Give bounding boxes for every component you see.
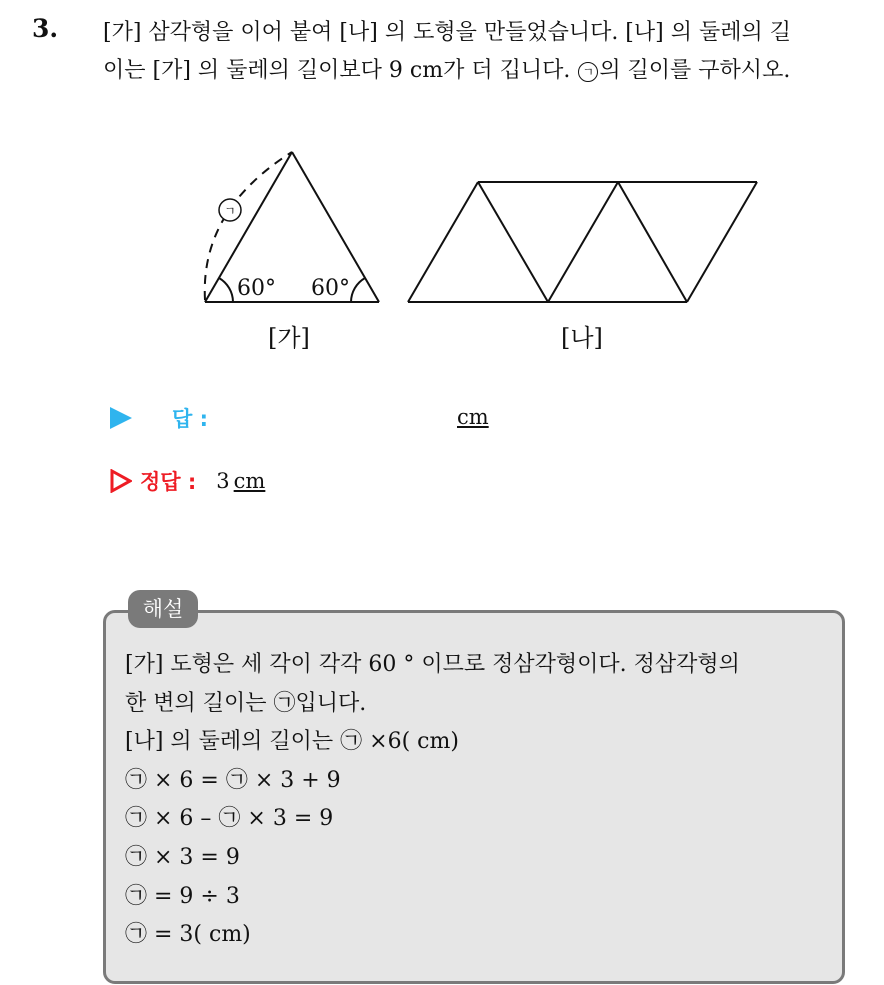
- answer-arrow-icon: [110, 407, 132, 429]
- answer-unit: cm: [457, 405, 489, 429]
- correct-number: 3: [216, 469, 230, 493]
- question-line-2-start: 이는 [가] 의 둘레의 길이보다 9 cm가 더 깁니다.: [103, 58, 578, 83]
- correct-value: [216, 469, 269, 493]
- question-number: 3.: [32, 14, 59, 43]
- ga-angle-right-label: 60°: [311, 276, 350, 301]
- explanation-line: [나] 의 둘레의 길이는 ㉠ ×6( cm): [125, 729, 459, 755]
- explanation-line: ㉠ = 3( cm): [125, 922, 251, 948]
- ga-angle-left-label: 60°: [237, 276, 276, 301]
- figure-na-parallelogram: [408, 182, 757, 302]
- answer-label: 답 :: [172, 407, 208, 431]
- correct-answer-row: [110, 466, 269, 496]
- correct-unit: cm: [233, 469, 266, 493]
- na-diagonal-3: [618, 182, 687, 302]
- correct-arrow-icon: [110, 469, 132, 493]
- figure-na-caption: [나]: [561, 324, 603, 352]
- explanation-line: ㉠ = 9 ÷ 3: [125, 883, 240, 909]
- correct-label: 정답 :: [140, 470, 197, 494]
- na-right: [687, 182, 757, 302]
- ga-angle-arc-right: [351, 278, 365, 302]
- triangle-figures: [0, 0, 884, 360]
- explanation-line: ㉠ × 6 = ㉠ × 3 + 9: [125, 767, 341, 793]
- explanation-line: [가] 도형은 세 각이 각각 60 ° 이므로 정삼각형이다. 정삼각형의: [125, 652, 740, 677]
- explanation-line: ㉠ × 6 – ㉠ × 3 = 9: [125, 806, 334, 832]
- na-left: [408, 182, 478, 302]
- figure-ga-triangle: [205, 152, 379, 302]
- explanation-tab: 해설: [128, 590, 198, 628]
- na-diagonal-1: [478, 182, 548, 302]
- figure-ga-caption: [가]: [268, 324, 310, 352]
- explanation-line: ㉠ × 3 = 9: [125, 844, 240, 870]
- explanation-line: 한 변의 길이는 ㉠입니다.: [125, 690, 367, 716]
- answer-row: [110, 403, 208, 433]
- na-diagonal-2: [548, 182, 618, 302]
- ga-angle-arc-left: [219, 278, 233, 302]
- ga-mark-text: ㄱ: [224, 204, 236, 218]
- circled-giyeok-icon: ㄱ: [578, 62, 598, 82]
- explanation-lines: [125, 646, 740, 955]
- question-line-2-end: 의 길이를 구하시오.: [599, 58, 791, 83]
- question-line-1: [가] 삼각형을 이어 붙여 [나] 의 도형을 만들었습니다. [나] 의 둘레의 길: [103, 20, 791, 45]
